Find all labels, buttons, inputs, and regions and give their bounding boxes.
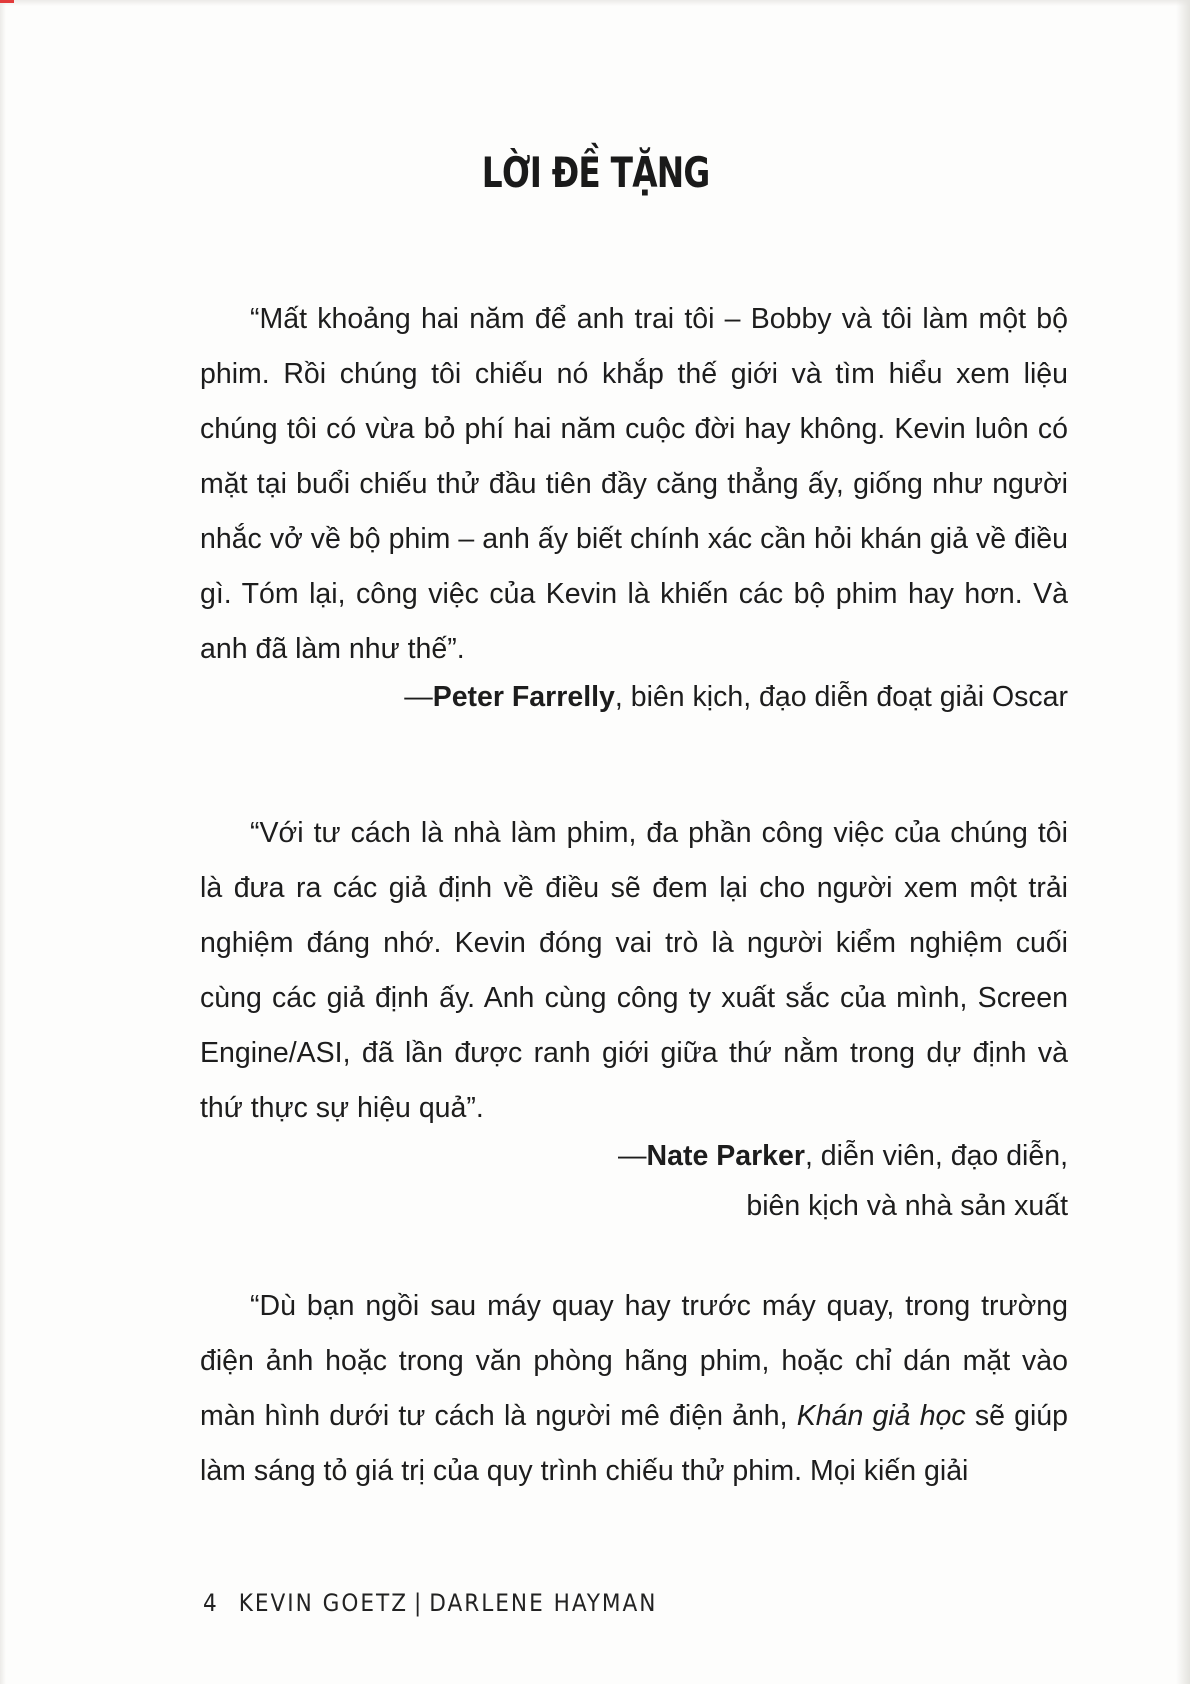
attribution-dash: — (618, 1140, 647, 1172)
quote-attribution (200, 672, 1068, 723)
quote-block-3 (200, 1279, 1068, 1499)
quote-text-end: sẽ giúp làm sáng tỏ giá trị của quy trình chiếu thử phim. Mọi kiến giải (200, 1400, 1068, 1487)
attribution-author: Nate Parker (646, 1140, 805, 1172)
page-title: LỜI ĐỀ TẶNG (481, 148, 710, 197)
page-footer (203, 1589, 657, 1617)
page-number: 4 (203, 1589, 219, 1617)
quote-text: “Mất khoảng hai năm để anh trai tôi – Bobby và tôi làm một bộ phim. Rồi chúng tôi chiếu nó khắp thế giới và tìm hiểu xem liệu chúng tôi có vừa bỏ phí hai năm cuộc đời hay không. Kevin luôn có mặt tại buổi chiếu thử đầu tiên đầy căng thẳng ấy, giống như người nhắc vở về bộ phim – anh ấy biết chính xác cần hỏi khán giả về điều gì. Tóm lại, công việc của Kevin là khiến các bộ phim hay hơn. Và anh đã làm như thế”. (200, 303, 1068, 665)
page-gutter-shadow (1176, 0, 1190, 1684)
quote-block-2 (200, 806, 1068, 1232)
footer-author-2: DARLENE HAYMAN (429, 1589, 658, 1617)
quote-text-start: “Dù bạn ngồi sau máy quay hay trước máy quay, trong trường điện ảnh hoặc trong văn phòng hãng phim, hoặc chỉ dán mặt vào màn hình dưới tư cách là người mê điện ảnh, (200, 1290, 1068, 1432)
attribution-role-continued: biên kịch và nhà sản xuất (746, 1190, 1068, 1222)
attribution-role: , biên kịch, đạo diễn đoạt giải Oscar (614, 681, 1068, 713)
book-title: Khán giả học (796, 1400, 966, 1432)
footer-author-1: KEVIN GOETZ (238, 1589, 409, 1617)
quote-attribution (200, 1131, 1068, 1182)
footer-separator: | (414, 1589, 424, 1617)
scan-edge-left (0, 0, 6, 1684)
attribution-role: , diễn viên, đạo diễn, (804, 1140, 1068, 1172)
attribution-author: Peter Farrelly (432, 681, 615, 713)
scan-edge-top (0, 0, 1190, 6)
quote-text (200, 1279, 1068, 1499)
quote-block-1 (200, 292, 1068, 723)
quote-text: “Với tư cách là nhà làm phim, đa phần công việc của chúng tôi là đưa ra các giả định về điều sẽ đem lại cho người xem một trải nghiệm đáng nhớ. Kevin đóng vai trò là người kiểm nghiệm cuối cùng các giả định ấy. Anh cùng công ty xuất sắc của mình, Screen Engine/ASI, đã lần được ranh giới giữa thứ nằm trong dự định và thứ thực sự hiệu quả”. (200, 817, 1068, 1124)
attribution-dash: — (404, 681, 433, 713)
corner-mark (0, 0, 14, 3)
